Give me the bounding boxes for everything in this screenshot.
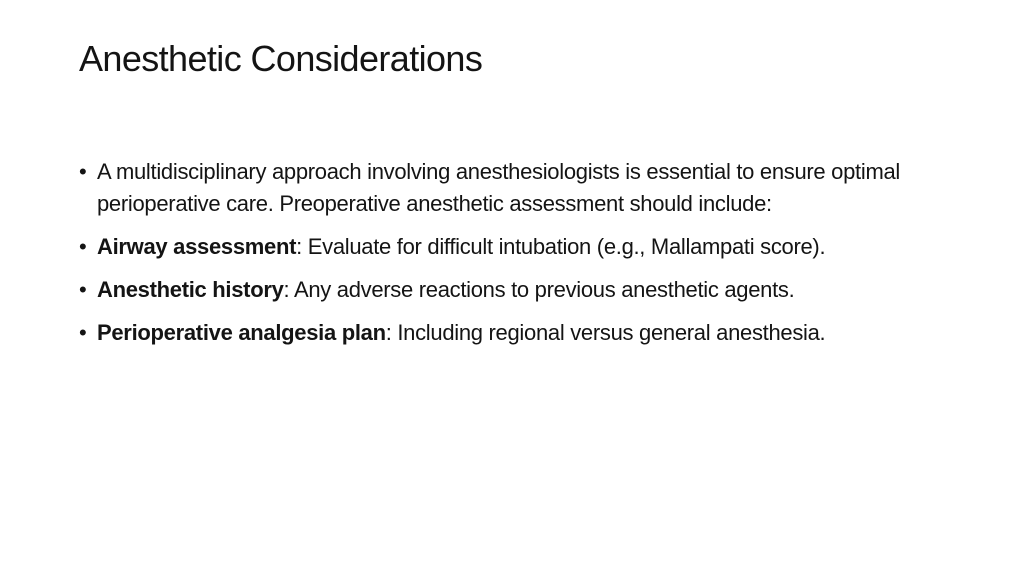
bullet-list bbox=[79, 156, 959, 360]
bullet-heading: Anesthetic history bbox=[97, 277, 284, 302]
bullet-icon: • bbox=[79, 320, 87, 345]
bullet-icon: • bbox=[79, 277, 87, 302]
bullet-text: : Including regional versus general anesthesia. bbox=[385, 320, 826, 345]
bullet-icon: • bbox=[79, 159, 87, 184]
bullet-heading: Airway assessment bbox=[97, 234, 297, 259]
bullet-item bbox=[79, 274, 959, 306]
bullet-text: : Evaluate for difficult intubation (e.g., Mallampati score). bbox=[296, 234, 826, 259]
bullet-item bbox=[79, 156, 959, 220]
bullet-heading: Perioperative analgesia plan bbox=[97, 320, 386, 345]
slide-title: Anesthetic Considerations bbox=[79, 38, 483, 79]
bullet-icon: • bbox=[79, 234, 87, 259]
bullet-text: A multidisciplinary approach involving anesthesiologists is essential to ensure optimal perioperative care. Preoperative anesthetic assessment should include: bbox=[97, 159, 901, 216]
bullet-item bbox=[79, 317, 959, 349]
bullet-text: : Any adverse reactions to previous anesthetic agents. bbox=[283, 277, 795, 302]
bullet-item bbox=[79, 231, 959, 263]
